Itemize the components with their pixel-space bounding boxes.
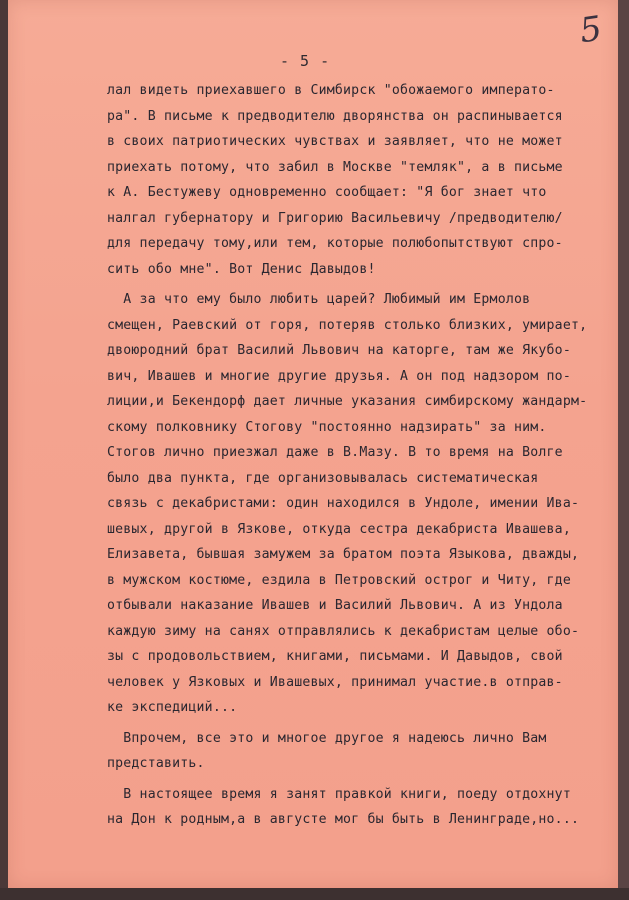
text-line: налгал губернатору и Григорию Васильевичу /предводителю/: [107, 210, 563, 226]
text-line: смещен, Раевский от горя, потеряв столько близких, умирает,: [107, 317, 588, 333]
text-line: к А. Бестужеву одновременно сообщает: "Я бог знает что: [107, 185, 547, 200]
text-line: шевых, другой в Язкове, откуда сестра декабриста Ивашева,: [107, 521, 571, 537]
text-line: для передачу тому,или тем, которые полюбопытствуют спро-: [107, 236, 563, 251]
paragraph: [107, 78, 607, 282]
text-line: каждую зиму на санях отправлялись к декабристам целые обо-: [107, 623, 580, 639]
handwritten-page-mark: 5: [577, 8, 605, 52]
text-line: двоюродний брат Василий Львович на каторге, там же Якубо-: [107, 343, 571, 358]
text-line: было два пункта, где организовывалась систематическая: [107, 470, 539, 486]
paragraph: [107, 726, 607, 777]
text-line: вич, Ивашев и многие другие друзья. А он под надзором по-: [107, 368, 571, 384]
page-number: - 5 -: [280, 52, 331, 70]
text-line: человек у Язковых и Ивашевых, принимал участие.в отправ-: [107, 674, 563, 690]
text-line: А за что ему было любить царей? Любимый им Ермолов: [107, 292, 531, 307]
text-line: приехать потому, что забил в Москве "темляк", а в письме: [107, 159, 563, 175]
text-line: на Дон к родным,а в августе мог бы быть в Ленинграде,но...: [107, 812, 580, 827]
text-line: связь с декабристами: один находился в Ундоле, имении Ива-: [107, 496, 580, 511]
paragraph: [107, 782, 607, 833]
letter-body: [107, 78, 607, 833]
text-line: ке экспедиций...: [107, 700, 238, 715]
text-line: отбывали наказание Ивашев и Василий Львович. А из Ундола: [107, 598, 563, 613]
text-line: В настоящее время я занят правкой книги, поеду отдохнут: [107, 786, 571, 802]
text-line: представить.: [107, 756, 205, 771]
text-line: лиции,и Бекендорф дает личные указания симбирскому жандарм-: [107, 394, 588, 409]
text-line: скому полковнику Стогову "постоянно надзирать" за ним.: [107, 419, 547, 435]
text-line: зы с продовольствием, книгами, письмами. И Давыдов, свой: [107, 649, 563, 664]
page-right-edge: [618, 0, 629, 888]
text-line: ра". В письме к предводителю дворянства он распинывается: [107, 108, 563, 124]
text-line: лал видеть приехавшего в Симбирск "обожаемого императо-: [107, 83, 555, 98]
text-line: в мужском костюме, ездила в Петровский острог и Читу, где: [107, 572, 571, 588]
text-line: в своих патриотических чувствах и заявляет, что не может: [107, 134, 563, 149]
text-line: Елизавета, бывшая замужем за братом поэта Языкова, дважды,: [107, 547, 580, 562]
paragraph: [107, 287, 607, 721]
page-bottom-edge: [0, 888, 629, 900]
text-line: Впрочем, все это и многое другое я надеюсь лично Вам: [107, 730, 547, 746]
text-line: Стогов лично приезжал даже в В.Мазу. В то время на Волге: [107, 445, 563, 460]
text-line: сить обо мне". Вот Денис Давыдов!: [107, 261, 376, 277]
